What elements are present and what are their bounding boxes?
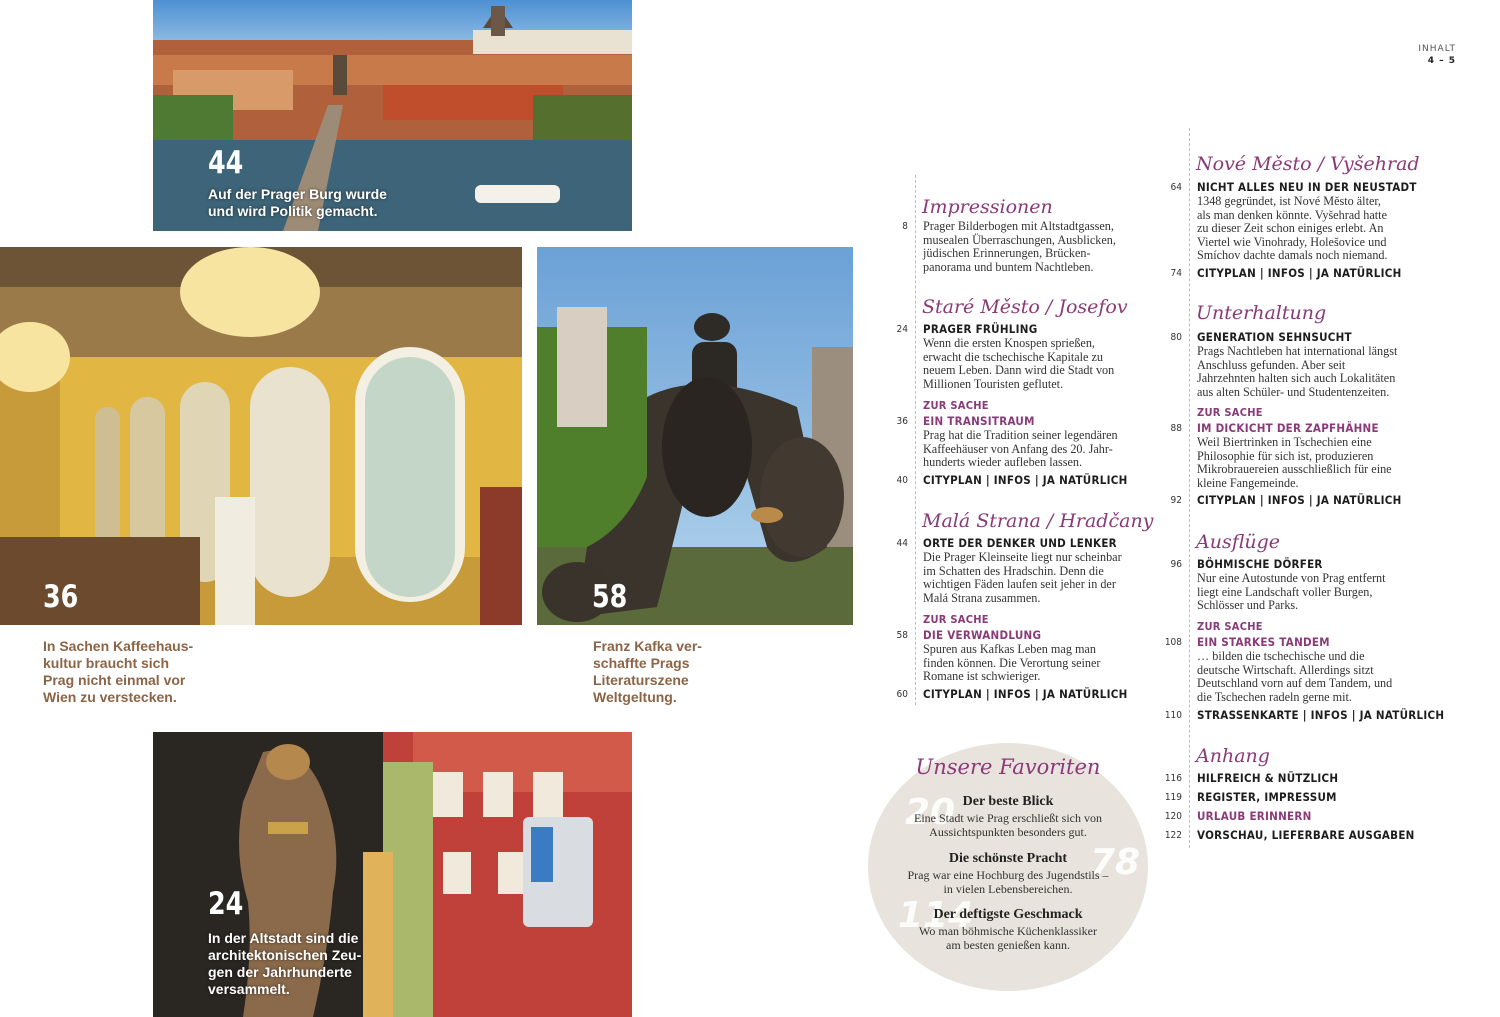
- page-number: 74: [1170, 268, 1182, 279]
- entry-heading: EIN TRANSITRAUM: [923, 414, 1035, 428]
- entry-heading: STRASSENKARTE | INFOS | JA NATÜRLICH: [1197, 708, 1445, 722]
- entry-kicker: ZUR SACHE: [1197, 406, 1263, 419]
- photo-altstadt: [153, 732, 632, 1017]
- entry-heading: CITYPLAN | INFOS | JA NATÜRLICH: [923, 473, 1128, 487]
- page-number: 96: [1170, 559, 1182, 570]
- entry-heading: REGISTER, IMPRESSUM: [1197, 790, 1337, 804]
- page-number: 44: [896, 538, 908, 549]
- section-title-nove-mesto: Nové Město / Vyšehrad: [1196, 153, 1420, 175]
- entry-text: Prag hat die Tradition seiner legendären Kaffeehäuser von Anfang des 20. Jahr-hunderts wieder aufleben lassen.: [923, 428, 1118, 470]
- entry-text: 1348 gegründet, ist Nové Město älter, als man denken könnte. Vyšehrad hatte zu dieser Zeit schon einiges erlebt. An Viertel wie Vinohrady, Holešovice und Smíchov dachte damals noch niemand.: [1197, 194, 1388, 263]
- page-number: 120: [1164, 811, 1182, 822]
- photo-kafka-statue: [537, 247, 853, 625]
- favorite-text: Prag war eine Hochburg des Jugendstils – in vielen Lebensbereichen.: [907, 868, 1109, 896]
- photo-page-number: 44: [208, 145, 244, 181]
- entry-heading: IM DICKICHT DER ZAPFHÄHNE: [1197, 421, 1379, 435]
- entry-kicker: ZUR SACHE: [1197, 620, 1263, 633]
- page-number: 36: [896, 416, 908, 427]
- divider-right: [1189, 128, 1190, 848]
- entry-heading: ORTE DER DENKER UND LENKER: [923, 536, 1117, 550]
- page-number: 60: [896, 689, 908, 700]
- page-number: 119: [1164, 792, 1182, 803]
- kafka-statue-illustration: [537, 247, 853, 625]
- entry-kicker: ZUR SACHE: [923, 399, 989, 412]
- entry-heading: CITYPLAN | INFOS | JA NATÜRLICH: [1197, 493, 1402, 507]
- entry-heading: BÖHMISCHE DÖRFER: [1197, 557, 1323, 571]
- page-label-section: INHALT: [1418, 44, 1456, 54]
- page-number: 58: [896, 630, 908, 641]
- favorite-text: Eine Stadt wie Prag erschließt sich von Aussichtspunkten besonders gut.: [914, 811, 1102, 839]
- page-number: 110: [1164, 710, 1182, 721]
- page-number: 122: [1164, 830, 1182, 841]
- entry-heading: GENERATION SEHNSUCHT: [1197, 330, 1352, 344]
- page-number: 24: [896, 324, 908, 335]
- favorite-heading: Der beste Blick: [962, 794, 1054, 809]
- photo-prague-castle: [153, 0, 632, 231]
- divider-left: [915, 175, 916, 705]
- favorite-number: 114: [898, 895, 974, 936]
- page-number: 8: [902, 221, 908, 232]
- favorite-number: 20: [905, 792, 956, 833]
- page-number: 92: [1170, 495, 1182, 506]
- entry-text: Prags Nachtleben hat international längst Anschluss gefunden. Aber seit Jahrzehnten halten sich auch Lokalitäten aus alten Schüler- und Studentenzeiten.: [1197, 344, 1398, 399]
- entry-text: Weil Biertrinken in Tschechien eine Philosophie für sich ist, produzieren Mikrobrauereien ausschließlich für eine kleine Fangemeinde.: [1197, 435, 1392, 490]
- photo-caption: Auf der Prager Burg wurde und wird Politik gemacht.: [208, 186, 387, 219]
- photo-page-number: 24: [208, 886, 244, 922]
- entry-text: Prager Bilderbogen mit Altstadtgassen, musealen Überraschungen, Ausblicken, jüdischen Erinnerungen, Brücken-panorama und buntem Nachtleben.: [923, 219, 1116, 274]
- entry-heading: NICHT ALLES NEU IN DER NEUSTADT: [1197, 180, 1417, 194]
- photo-caption: In der Altstadt sind die architektonischen Zeu-gen der Jahrhunderte versammelt.: [208, 930, 362, 997]
- entry-heading: URLAUB ERINNERN: [1197, 809, 1312, 823]
- entry-heading: PRAGER FRÜHLING: [923, 322, 1038, 336]
- cafe-illustration: [0, 247, 522, 625]
- page-number: 116: [1164, 773, 1182, 784]
- section-title-anhang: Anhang: [1196, 745, 1270, 767]
- entry-heading: CITYPLAN | INFOS | JA NATÜRLICH: [923, 687, 1128, 701]
- page-label: [1418, 43, 1456, 67]
- entry-heading: CITYPLAN | INFOS | JA NATÜRLICH: [1197, 266, 1402, 280]
- photo-page-number: 58: [592, 579, 628, 615]
- entry-heading: DIE VERWANDLUNG: [923, 628, 1042, 642]
- page-number: 40: [896, 475, 908, 486]
- page-number: 64: [1170, 182, 1182, 193]
- page-label-pages: 4 – 5: [1427, 56, 1456, 66]
- entry-text: Nur eine Autostunde von Prag entfernt liegt eine Landschaft voller Burgen, Schlösser und Parks.: [1197, 571, 1386, 613]
- entry-heading: HILFREICH & NÜTZLICH: [1197, 771, 1339, 785]
- page-number: 88: [1170, 423, 1182, 434]
- section-title-unterhaltung: Unterhaltung: [1196, 302, 1327, 324]
- section-title-ausfluege: Ausflüge: [1196, 531, 1281, 553]
- entry-text: Die Prager Kleinseite liegt nur scheinbar im Schatten des Hradschin. Denn die wichtigen Fäden laufen seit jeher in der Malá Strana zusammen.: [923, 550, 1122, 605]
- entry-heading: EIN STARKES TANDEM: [1197, 635, 1330, 649]
- photo-cafe: [0, 247, 522, 625]
- photo-caption-cafe: In Sachen Kaffeehaus-kultur braucht sich Prag nicht einmal vor Wien zu verstecken.: [43, 638, 194, 705]
- page-number: 108: [1164, 637, 1182, 648]
- entry-text: … bilden die tschechische und die deutsche Wirtschaft. Allerdings sitzt Deutschland vorn auf dem Tandem, und die Tschechen radeln gerne mit.: [1197, 649, 1393, 704]
- section-title-impressionen: Impressionen: [922, 196, 1053, 218]
- entry-text: Spuren aus Kafkas Leben mag man finden können. Die Verortung seiner Romane ist schwieriger.: [923, 642, 1101, 684]
- section-title-stare-mesto: Staré Město / Josefov: [922, 296, 1128, 318]
- favorite-heading: Der deftigste Geschmack: [933, 907, 1083, 922]
- photo-caption-kafka: Franz Kafka ver-schaffte Prags Literaturszene Weltgeltung.: [593, 638, 702, 705]
- entry-heading: VORSCHAU, LIEFERBARE AUSGABEN: [1197, 828, 1415, 842]
- favorite-number: 78: [1090, 842, 1141, 883]
- favorite-heading: Die schönste Pracht: [948, 851, 1068, 866]
- favorites-title: Unsere Favoriten: [915, 755, 1101, 779]
- page-number: 80: [1170, 332, 1182, 343]
- entry-text: Wenn die ersten Knospen sprießen, erwacht die tschechische Kapitale zu neuem Leben. Dann wird die Stadt von Millionen Touristen geflutet.: [923, 336, 1115, 391]
- photo-page-number: 36: [43, 579, 79, 615]
- entry-kicker: ZUR SACHE: [923, 613, 989, 626]
- section-title-mala-strana: Malá Strana / Hradčany: [922, 510, 1154, 532]
- favorite-text: Wo man böhmische Küchenklassiker am besten genießen kann.: [919, 924, 1097, 952]
